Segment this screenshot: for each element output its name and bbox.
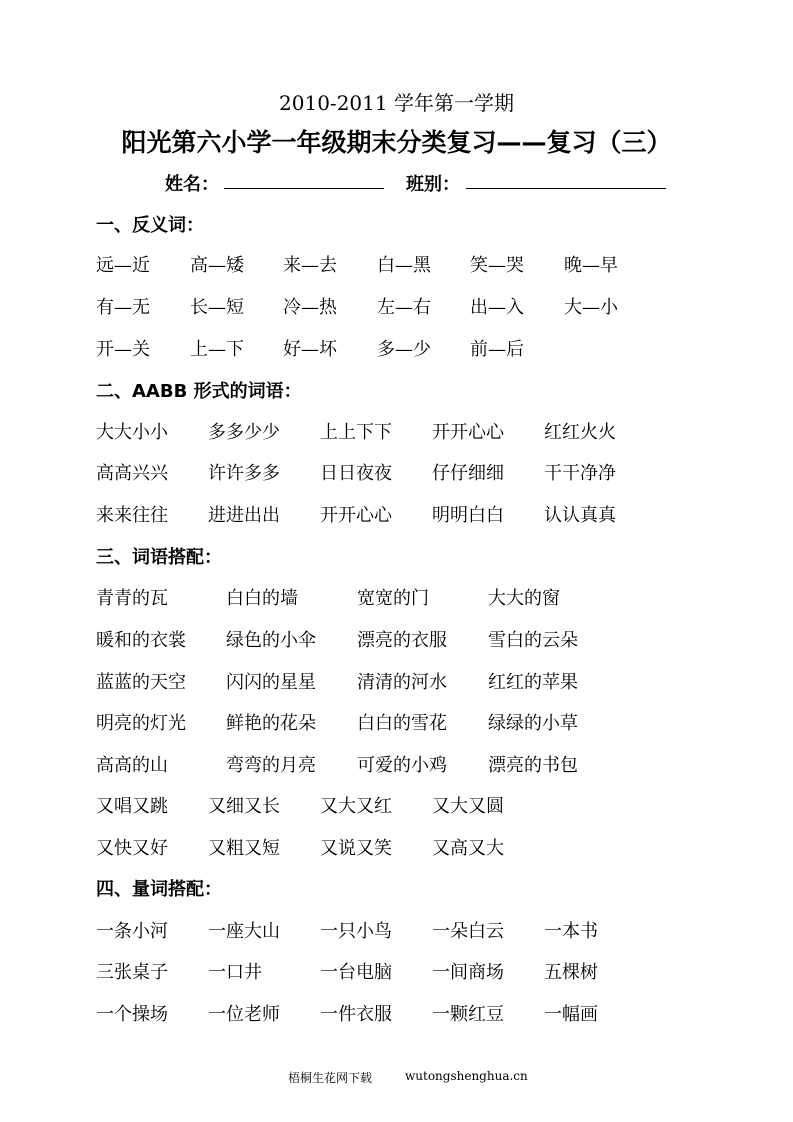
term-header: 2010-2011 学年第一学期 [279, 91, 514, 115]
word-item: 雪白的云朵 [488, 630, 578, 651]
word-item: 一朵白云 [432, 921, 504, 942]
word-item: 又粗又短 [208, 838, 280, 859]
word-item: 漂亮的衣服 [357, 630, 447, 651]
class-label: 班别： [406, 174, 460, 195]
class-field-line[interactable] [466, 188, 666, 189]
word-item: 来来往往 [96, 505, 168, 526]
word-item: 有—无 [96, 297, 150, 318]
page-title: 阳光第六小学一年级期末分类复习——复习（三） [121, 128, 672, 157]
section-heading-aabb: 二、AABB 形式的词语： [96, 381, 302, 402]
word-item: 一颗红豆 [432, 1004, 504, 1025]
word-item: 一件衣服 [320, 1004, 392, 1025]
word-item: 干干净净 [544, 463, 616, 484]
word-item: 开—关 [96, 339, 150, 360]
word-item: 晚—早 [564, 255, 618, 276]
word-item: 又细又长 [208, 796, 280, 817]
word-item: 青青的瓦 [96, 588, 168, 609]
word-item: 暖和的衣裳 [96, 630, 186, 651]
word-item: 一台电脑 [320, 962, 392, 983]
word-item: 白—黑 [377, 255, 431, 276]
word-item: 大大小小 [96, 422, 168, 443]
word-item: 日日夜夜 [320, 463, 392, 484]
word-item: 可爱的小鸡 [357, 755, 447, 776]
word-item: 长—短 [190, 297, 244, 318]
word-item: 笑—哭 [470, 255, 524, 276]
word-item: 大大的窗 [488, 588, 560, 609]
footer-site-name: 梧桐生花网下载 [288, 1071, 373, 1085]
word-item: 出—入 [470, 297, 524, 318]
word-item: 又快又好 [96, 838, 168, 859]
word-item: 认认真真 [544, 505, 616, 526]
word-item: 漂亮的书包 [488, 755, 578, 776]
word-item: 许许多多 [208, 463, 280, 484]
word-item: 一位老师 [208, 1004, 280, 1025]
word-item: 一本书 [544, 921, 598, 942]
word-item: 绿绿的小草 [488, 713, 578, 734]
word-item: 鲜艳的花朵 [226, 713, 316, 734]
word-item: 仔仔细细 [432, 463, 504, 484]
word-item: 上上下下 [320, 422, 392, 443]
word-item: 一间商场 [432, 962, 504, 983]
word-item: 五棵树 [544, 962, 598, 983]
word-item: 高高的山 [96, 755, 168, 776]
word-item: 又说又笑 [320, 838, 392, 859]
word-item: 明亮的灯光 [96, 713, 186, 734]
word-item: 又唱又跳 [96, 796, 168, 817]
section-heading-antonyms: 一、反义词： [96, 215, 204, 236]
section-heading-measure-words: 四、量词搭配： [96, 879, 222, 900]
word-item: 一座大山 [208, 921, 280, 942]
word-item: 高高兴兴 [96, 463, 168, 484]
word-item: 多—少 [377, 339, 431, 360]
word-item: 红红的苹果 [488, 672, 578, 693]
name-label: 姓名： [165, 174, 219, 195]
word-item: 一口井 [208, 962, 262, 983]
word-item: 又大又红 [320, 796, 392, 817]
word-item: 高—矮 [190, 255, 244, 276]
word-item: 绿色的小伞 [226, 630, 316, 651]
word-item: 蓝蓝的天空 [96, 672, 186, 693]
word-item: 冷—热 [283, 297, 337, 318]
word-item: 开开心心 [320, 505, 392, 526]
word-item: 远—近 [96, 255, 150, 276]
name-field-line[interactable] [224, 188, 384, 189]
word-item: 进进出出 [208, 505, 280, 526]
word-item: 一幅画 [544, 1004, 598, 1025]
word-item: 上—下 [190, 339, 244, 360]
word-item: 明明白白 [432, 505, 504, 526]
word-item: 前—后 [470, 339, 524, 360]
word-item: 又大又圆 [432, 796, 504, 817]
word-item: 三张桌子 [96, 962, 168, 983]
word-item: 大—小 [564, 297, 618, 318]
word-item: 好—坏 [283, 339, 337, 360]
section-heading-word-pairing: 三、词语搭配： [96, 547, 222, 568]
word-item: 宽宽的门 [357, 588, 429, 609]
word-item: 清清的河水 [357, 672, 447, 693]
word-item: 闪闪的星星 [226, 672, 316, 693]
word-item: 红红火火 [544, 422, 616, 443]
word-item: 来—去 [283, 255, 337, 276]
word-item: 一个操场 [96, 1004, 168, 1025]
word-item: 多多少少 [208, 422, 280, 443]
word-item: 白白的雪花 [357, 713, 447, 734]
word-item: 白白的墙 [226, 588, 298, 609]
footer-site-url[interactable]: wutongshenghua.cn [405, 1069, 528, 1083]
word-item: 弯弯的月亮 [226, 755, 316, 776]
word-item: 又高又大 [432, 838, 504, 859]
word-item: 一只小鸟 [320, 921, 392, 942]
word-item: 一条小河 [96, 921, 168, 942]
word-item: 左—右 [377, 297, 431, 318]
word-item: 开开心心 [432, 422, 504, 443]
